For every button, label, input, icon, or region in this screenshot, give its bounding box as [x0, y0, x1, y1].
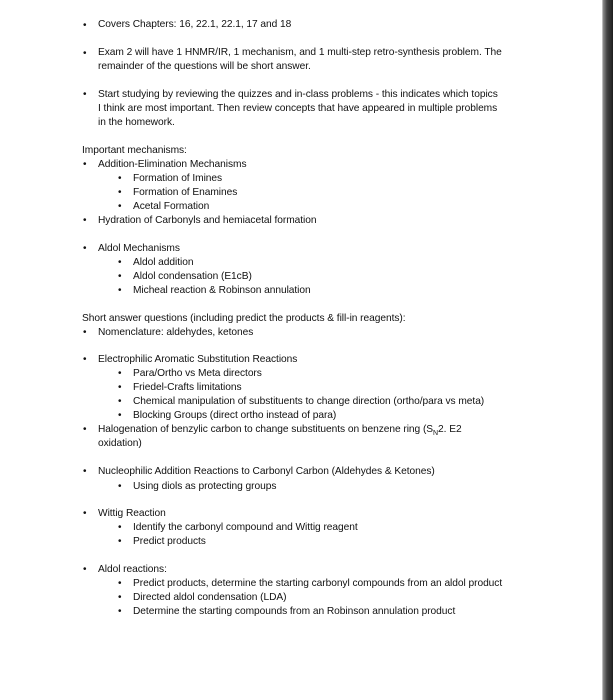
bullet: •: [118, 285, 122, 296]
nucleophilic-item: Nucleophilic Addition Reactions to Carbonyl Carbon (Aldehydes & Ketones): [98, 466, 435, 477]
aldol-reactions-sub-item: Directed aldol condensation (LDA): [133, 592, 287, 603]
bullet: •: [83, 466, 87, 477]
nucleophilic-sub-item: Using diols as protecting groups: [133, 481, 277, 492]
study-text-line2: I think are most important. Then review concepts that have appeared in multiple problems: [98, 103, 498, 114]
eas-item: Electrophilic Aromatic Substitution Reactions: [98, 354, 298, 365]
eas-sub-item: Para/Ortho vs Meta directors: [133, 368, 262, 379]
bullet: •: [118, 410, 122, 421]
bullet: •: [83, 243, 87, 254]
addition-elimination-item: Addition-Elimination Mechanisms: [98, 159, 247, 170]
aldol-sub-item: Micheal reaction & Robinson annulation: [133, 285, 311, 296]
ae-sub-item: Formation of Imines: [133, 173, 223, 184]
bullet: •: [118, 368, 122, 379]
study-text-line3: in the homework.: [98, 117, 175, 128]
wittig-sub-item: Identify the carbonyl compound and Wittig reagent: [133, 522, 358, 533]
wittig-sub-item: Predict products: [133, 536, 206, 547]
bullet: •: [118, 173, 122, 184]
halogenation-item-line2: oxidation): [98, 438, 142, 449]
halogenation-item-line1: Halogenation of benzylic carbon to change substituents on benzene ring ($S_N2$. E2: [98, 424, 462, 438]
aldol-reactions-item: Aldol reactions:: [98, 564, 167, 575]
bullet: •: [83, 508, 87, 519]
wittig-item: Wittig Reaction: [98, 508, 166, 519]
bullet: •: [118, 396, 122, 407]
chapters-text: Covers Chapters: 16, 22.1, 22.1, 17 and 18: [98, 19, 292, 30]
bullet: •: [83, 424, 87, 435]
bullet: •: [118, 522, 122, 533]
exam-text-line2: remainder of the questions will be short answer.: [98, 61, 311, 72]
short-answer-heading: Short answer questions (including predict the products & fill-in reagents):: [82, 313, 406, 324]
aldol-sub-item: Aldol condensation (E1cB): [133, 271, 252, 282]
bullet: •: [118, 271, 122, 282]
eas-sub-item: Blocking Groups (direct ortho instead of para): [133, 410, 337, 421]
bullet: •: [83, 354, 87, 365]
bullet: •: [83, 327, 87, 338]
bullet: •: [118, 201, 122, 212]
study-text-line1: Start studying by reviewing the quizzes and in-class problems - this indicates which topics: [98, 89, 498, 100]
bullet: •: [118, 187, 122, 198]
bullet: •: [118, 382, 122, 393]
aldol-mechanisms-item: Aldol Mechanisms: [98, 243, 180, 254]
aldol-reactions-sub-item: Determine the starting compounds from an Robinson annulation product: [133, 606, 456, 617]
page-edge-shadow: [603, 0, 613, 700]
bullet: •: [118, 257, 122, 268]
bullet: •: [118, 592, 122, 603]
nomenclature-item: Nomenclature: aldehydes, ketones: [98, 327, 254, 338]
bullet: •: [83, 159, 87, 170]
bullet: •: [83, 215, 87, 226]
aldol-reactions-sub-item: Predict products, determine the starting carbonyl compounds from an aldol product: [133, 578, 503, 589]
bullet: •: [83, 48, 87, 59]
exam-text-line1: Exam 2 will have 1 HNMR/IR, 1 mechanism, and 1 multi-step retro-synthesis problem. The: [98, 47, 502, 58]
bullet: •: [118, 578, 122, 589]
aldol-sub-item: Aldol addition: [133, 257, 194, 268]
bullet: •: [118, 536, 122, 547]
eas-sub-item: Chemical manipulation of substituents to change direction (ortho/para vs meta): [133, 396, 485, 407]
bullet: •: [83, 89, 87, 100]
hydration-item: Hydration of Carbonyls and hemiacetal formation: [98, 215, 317, 226]
bullet: •: [83, 20, 87, 31]
bullet: •: [118, 606, 122, 617]
eas-sub-item: Friedel-Crafts limitations: [133, 382, 242, 393]
ae-sub-item: Acetal Formation: [133, 201, 210, 212]
mechanisms-heading: Important mechanisms:: [82, 145, 187, 156]
bullet: •: [118, 481, 122, 492]
ae-sub-item: Formation of Enamines: [133, 187, 238, 198]
bullet: •: [83, 564, 87, 575]
